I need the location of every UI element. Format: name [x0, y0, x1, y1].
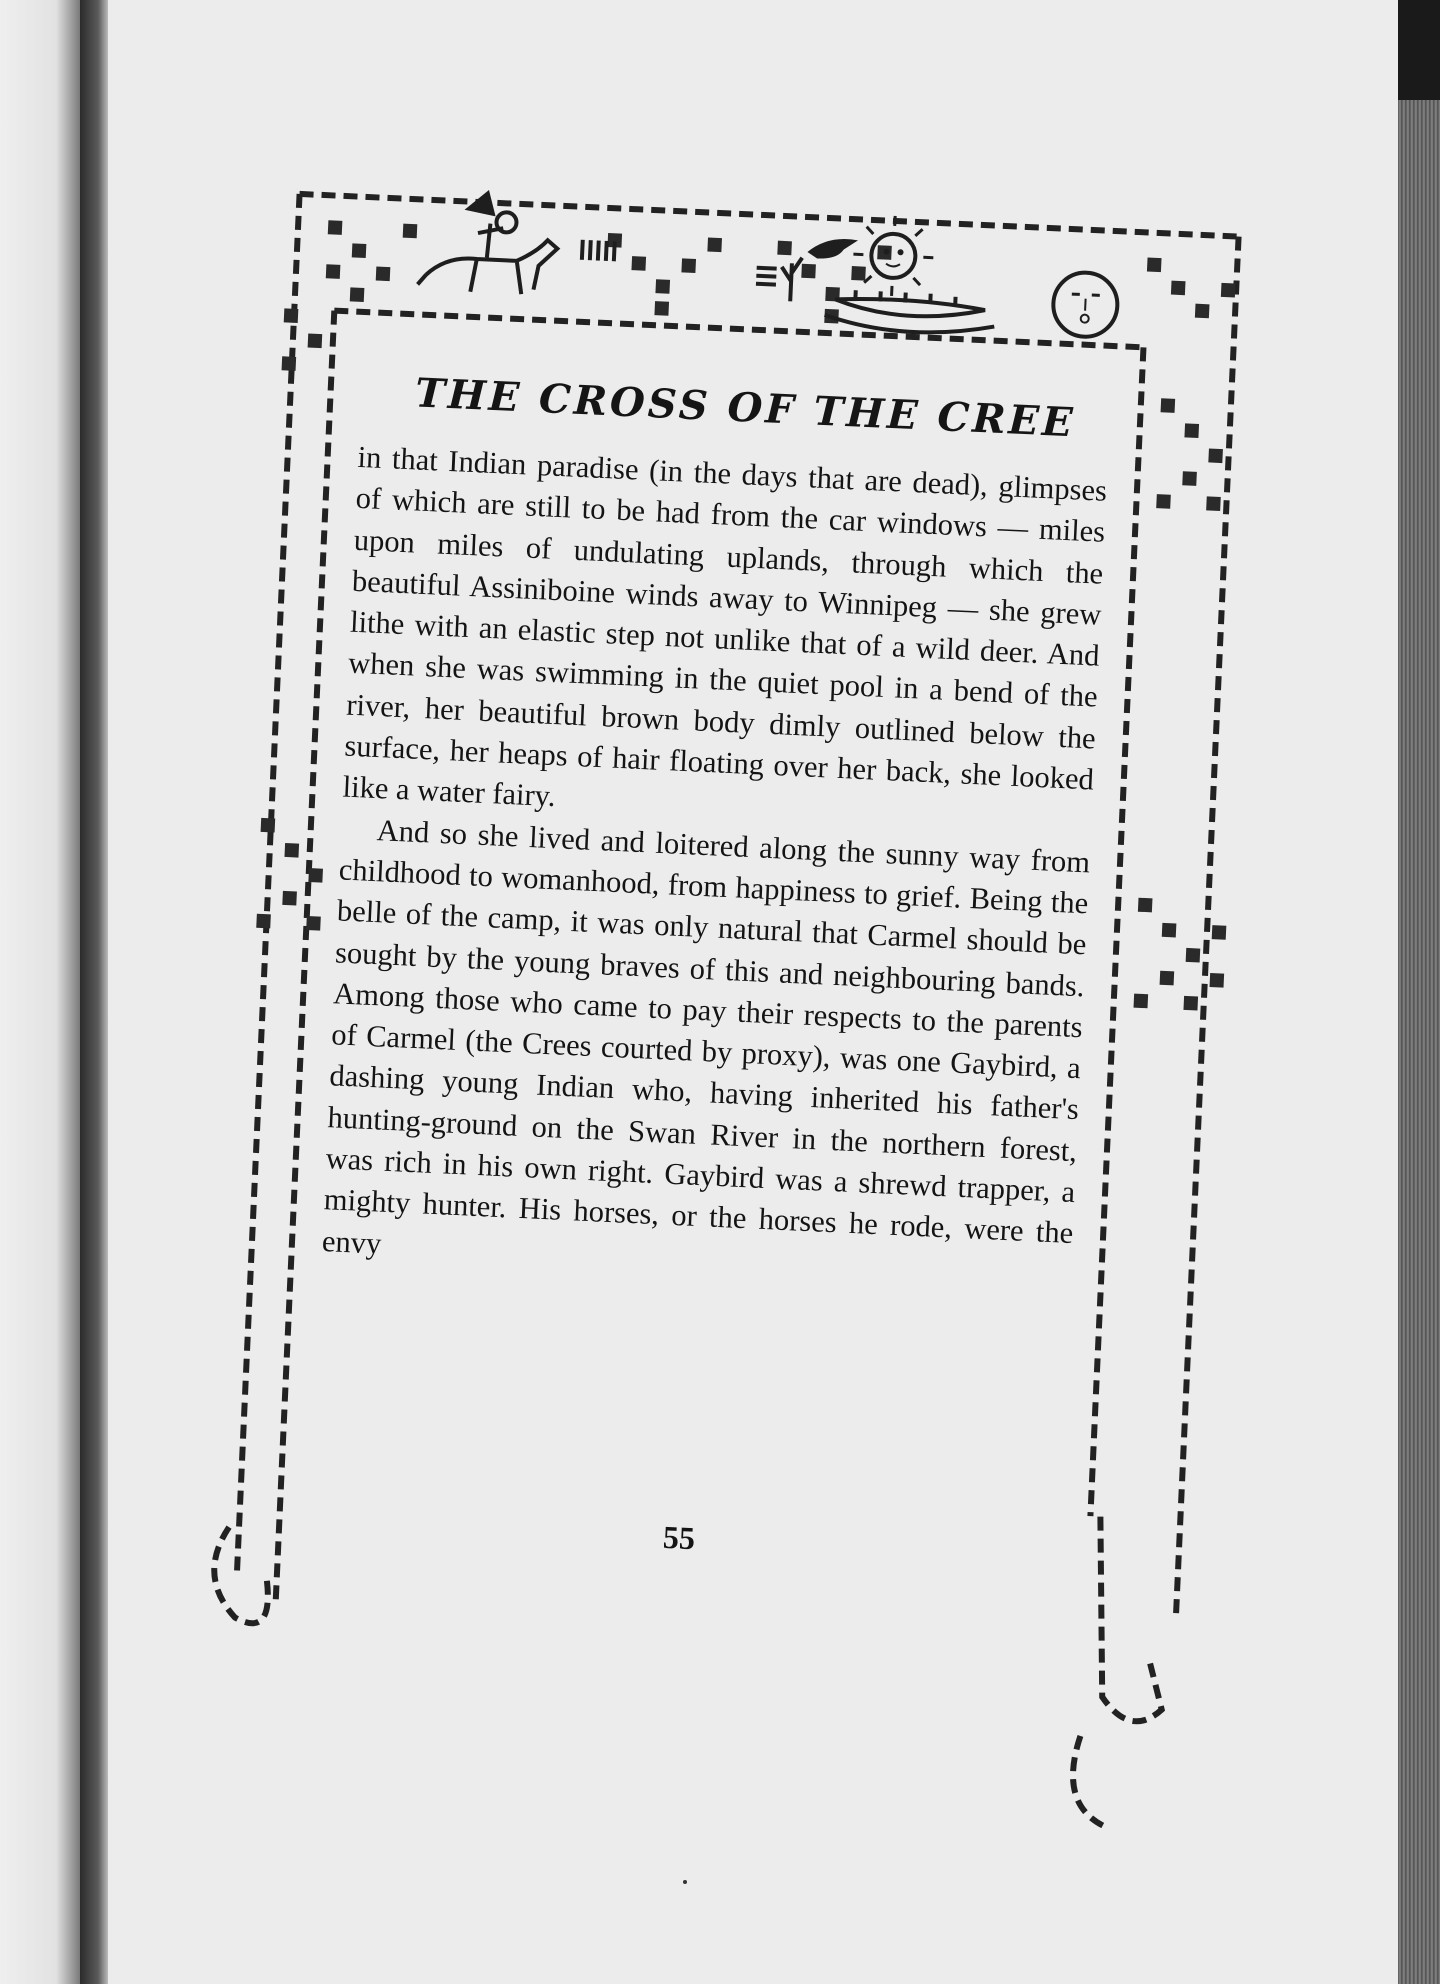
outer-frame-left	[237, 194, 300, 1578]
page-body	[321, 437, 1108, 1296]
paragraph: And so she lived and loitered along the sunny way from childhood to womanhood, from happiness to grief. Being the belle of the camp, it was only natural that Carmel should be sought by the young braves of this and neighbouring bands. Among those who came to pay their respects to the parents of Carmel (the Crees courted by proxy), was one Gaybird, a dashing young Indian who, having inherited his father's hunting-ground on the Swan River in the northern forest, was rich in his own right. Gaybird was a shrewd trapper, a mighty hunter. His horses, or the horses he rode, were the envy	[321, 812, 1091, 1261]
inner-frame-top	[334, 311, 1143, 348]
sun-face-icon	[852, 214, 936, 298]
horse-and-rider-icon	[417, 190, 559, 295]
tree-icon	[780, 257, 802, 302]
page-block-edge	[1398, 100, 1440, 1984]
page-content	[108, 0, 1398, 1984]
outer-frame-right	[1176, 237, 1239, 1621]
scan-speck	[683, 1880, 687, 1884]
running-title: THE CROSS OF THE CREE	[414, 369, 1077, 447]
facing-page-edge	[0, 0, 80, 1984]
right-streamer	[1091, 1517, 1170, 1723]
bird-icon	[807, 237, 858, 260]
moon-face-icon	[1052, 271, 1119, 338]
left-scroll	[212, 1527, 271, 1624]
top-lattice	[325, 220, 1237, 341]
book-gutter	[80, 0, 110, 1984]
page-number: 55	[662, 1518, 696, 1557]
outer-frame-top	[300, 194, 1239, 237]
paragraph: in that Indian paradise (in the days that are dead), glimpses of which are still to be had from the car windows — miles upon miles of undulating uplands, through which the beautiful Assiniboine winds away to Winnipeg — she grew lithe with an elastic step not unlike that of a wild deer. And when she was swimming in the quiet pool in a bend of the river, her beautiful brown body dimly outlined below the surface, her heaps of hair floating over her back, she looked like a water fairy.	[341, 439, 1108, 814]
canoe-icon	[824, 289, 996, 336]
book-page	[108, 0, 1398, 1984]
right-scroll	[1071, 1736, 1111, 1828]
right-lattice	[1134, 398, 1251, 1011]
